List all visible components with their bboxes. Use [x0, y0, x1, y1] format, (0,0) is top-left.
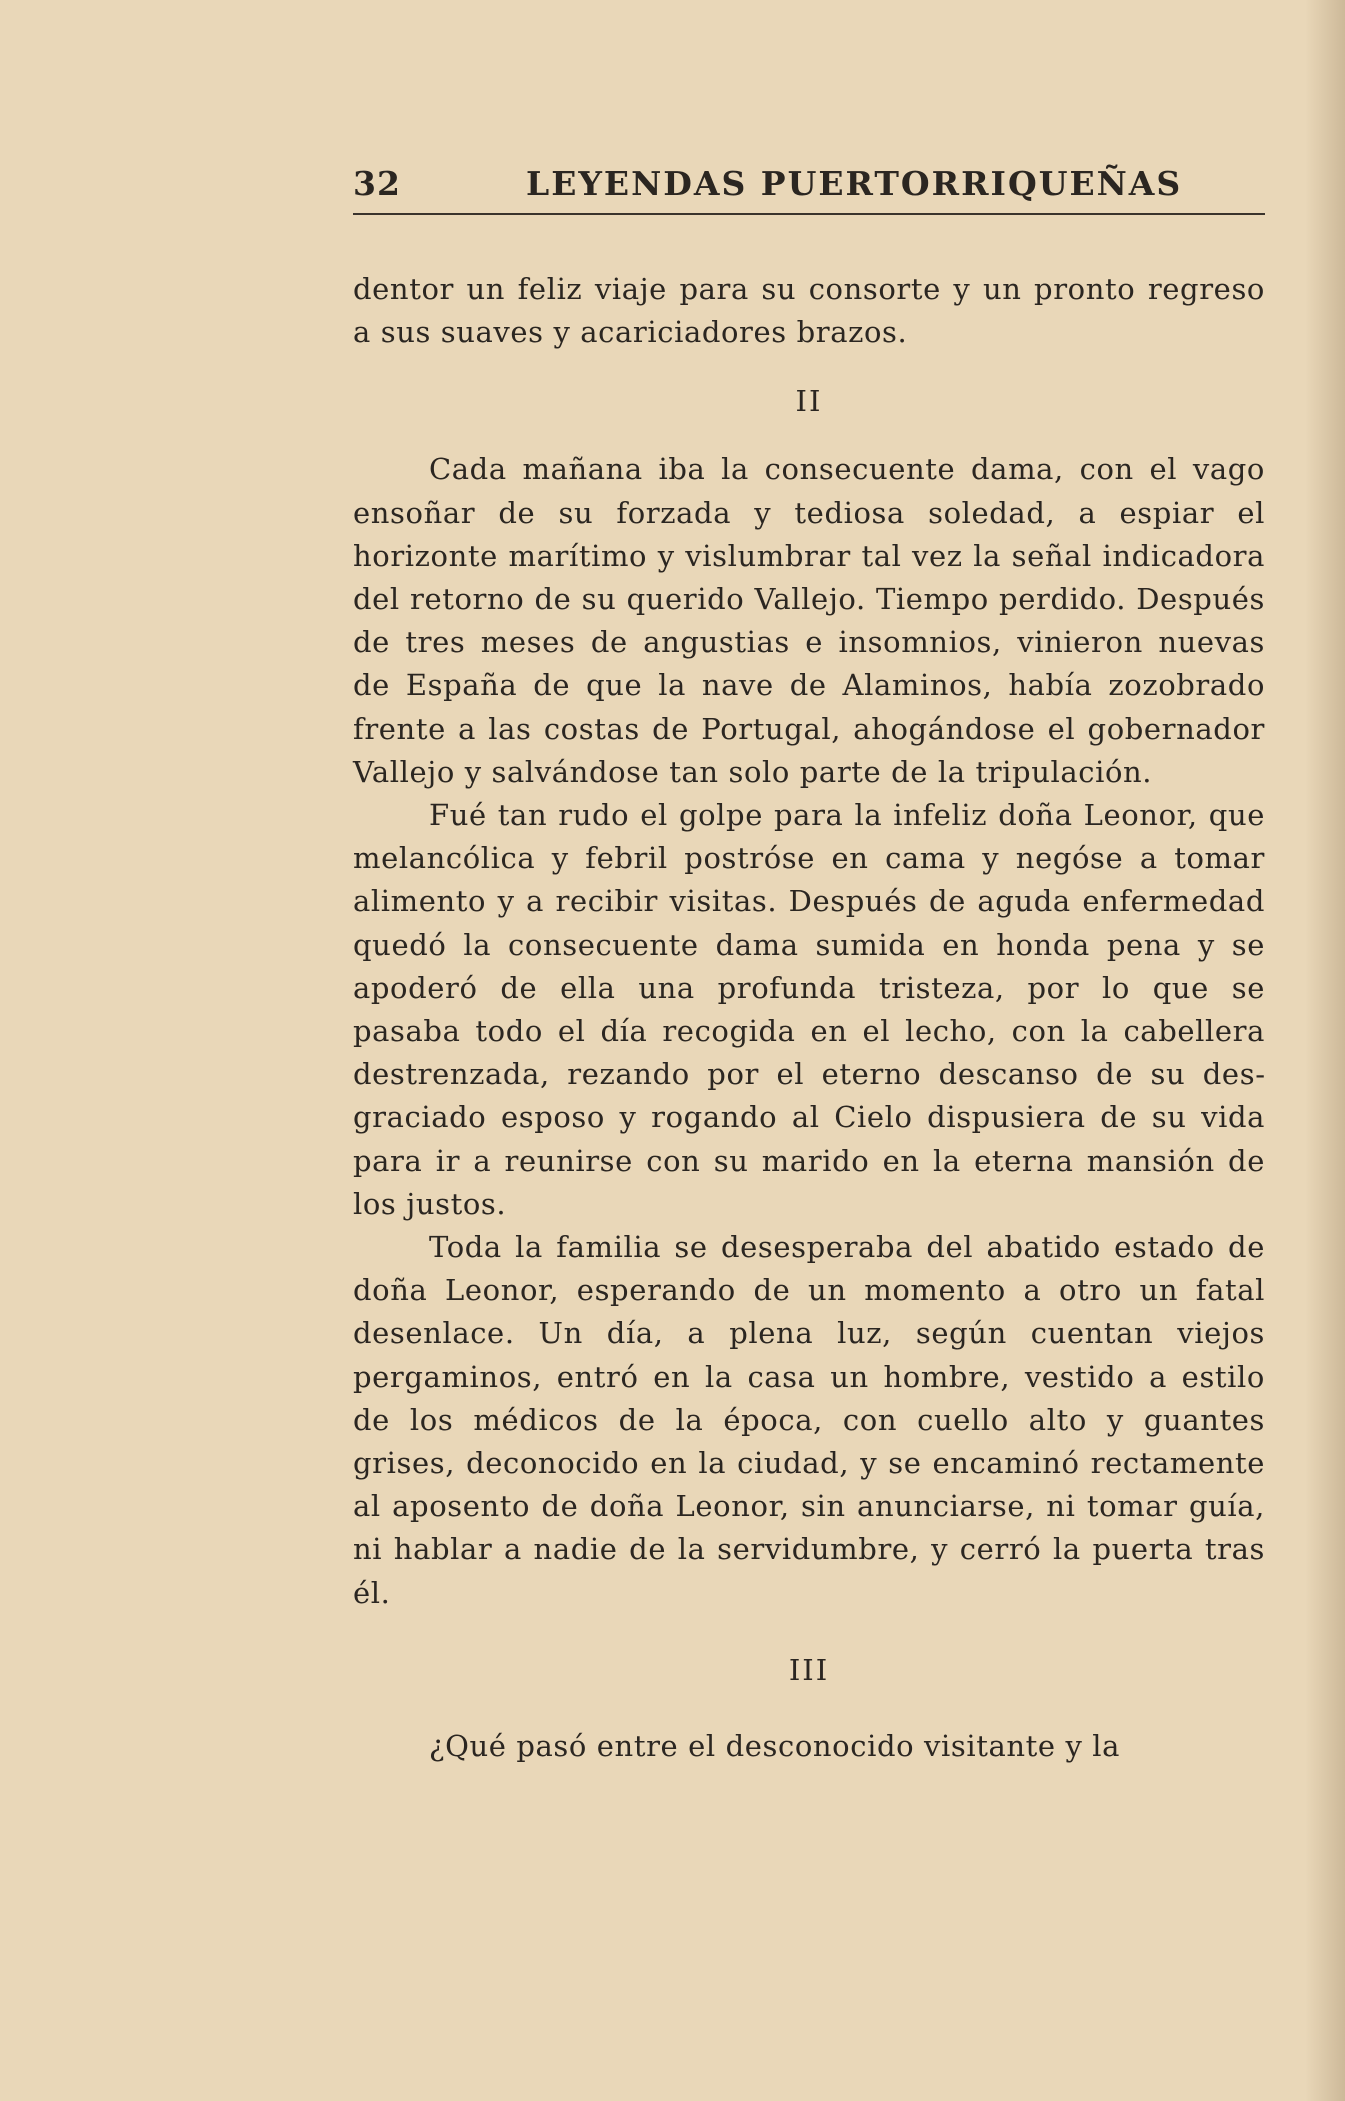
header-rule [353, 213, 1265, 215]
paragraph-2: Fué tan rudo el golpe para la infeliz doña Leonor, que melancólica y febril postróse en cama y negóse a tomar alimento y a recibir visitas. Después de aguda enfermedad quedó la consecuente dama sumida en honda pena y se apoderó de ella una profunda tristeza, por lo que se pasaba todo el día recogida en el lecho, con la cabellera destrenzada, rezando por el eterno descanso de su desgraciado esposo y rogando al Cielo dispusiera de su vida para ir a reunirse con su marido en la eterna mansión de los justos. [353, 798, 1265, 1221]
section-numeral-iii: III [788, 1652, 830, 1687]
paragraph-1: Cada mañana iba la consecuente dama, con el vago ensoñar de su forzada y tediosa soledad, a espiar el horizonte marítimo y vislumbrar tal vez la señal indicadora del retorno de su querido Vallejo. Tiempo perdido. Después de tres meses de angustias e insomnios, vinieron nuevas de España de que la nave de Alaminos, había zozobrado frente a las costas de Portugal, ahogándose el gobernador Vallejo y salvándose tan solo parte de la tripulación. [353, 452, 1265, 789]
page-edge-shadow [1305, 0, 1345, 2101]
body-text [353, 268, 1265, 1768]
page-number: 32 [353, 164, 401, 203]
page-header [353, 160, 1265, 216]
paragraph-3: Toda la familia se desesperaba del abatido estado de doña Leonor, esperando de un momento a otro un fatal desenlace. Un día, a plena luz, según cuentan viejos pergaminos, entró en la casa un hombre, vestido a estilo de los médicos de la época, con cuello alto y guantes grises, deconocido en la ciudad, y se encaminó rectamente al aposento de doña Leonor, sin anunciarse, ni tomar guía, ni hablar a nadie de la servidumbre, y cerró la puerta tras él. [353, 1230, 1265, 1610]
running-title: LEYENDAS PUERTORRIQUEÑAS [526, 164, 1183, 203]
paragraph-4: ¿Qué pasó entre el desconocido visitante y la [429, 1728, 1121, 1763]
section-numeral-ii: II [795, 384, 823, 419]
opening-paragraph: dentor un feliz viaje para su consorte y un pronto regreso a sus suaves y acariciadores brazos. [353, 272, 1265, 350]
